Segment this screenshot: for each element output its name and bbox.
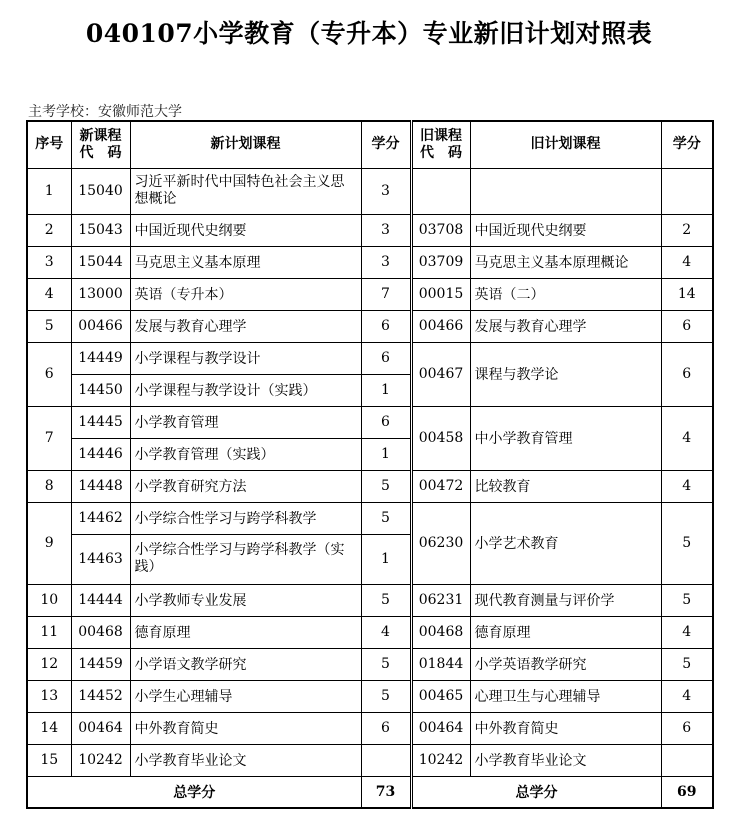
header-new-course: 新计划课程 <box>130 121 361 168</box>
old-code: 00015 <box>411 278 470 310</box>
new-course-name: 习近平新时代中国特色社会主义思想概论 <box>130 168 361 214</box>
new-code: 15044 <box>71 246 130 278</box>
new-code: 14446 <box>71 438 130 470</box>
old-credit: 6 <box>661 712 713 744</box>
old-total-value: 69 <box>661 776 713 808</box>
table-row <box>27 470 713 502</box>
new-course-name: 小学综合性学习与跨学科教学 <box>130 502 361 534</box>
old-course-name: 课程与教学论 <box>470 342 661 406</box>
new-credit <box>361 744 411 776</box>
new-code: 00466 <box>71 310 130 342</box>
new-code: 14452 <box>71 680 130 712</box>
table-row <box>27 406 713 438</box>
old-course-name: 德育原理 <box>470 616 661 648</box>
old-course-name: 中小学教育管理 <box>470 406 661 470</box>
table-row <box>27 502 713 534</box>
old-course-name: 中国近现代史纲要 <box>470 214 661 246</box>
table-row <box>27 744 713 776</box>
new-code: 14444 <box>71 584 130 616</box>
header-old-code-line2: 代 码 <box>420 144 462 161</box>
new-code: 14463 <box>71 534 130 584</box>
row-seq: 2 <box>27 214 71 246</box>
row-seq: 8 <box>27 470 71 502</box>
old-credit: 5 <box>661 502 713 584</box>
new-code: 15043 <box>71 214 130 246</box>
old-code: 00465 <box>411 680 470 712</box>
old-code: 10242 <box>411 744 470 776</box>
header-new-credit: 学分 <box>361 121 411 168</box>
new-code: 14445 <box>71 406 130 438</box>
table-row <box>27 168 713 214</box>
old-code: 00472 <box>411 470 470 502</box>
old-credit: 2 <box>661 214 713 246</box>
table-row <box>27 648 713 680</box>
new-code: 10242 <box>71 744 130 776</box>
old-credit: 5 <box>661 584 713 616</box>
new-course-name: 小学课程与教学设计 <box>130 342 361 374</box>
new-course-name: 小学教育研究方法 <box>130 470 361 502</box>
header-seq: 序号 <box>27 121 71 168</box>
new-code: 00464 <box>71 712 130 744</box>
old-course-name: 小学教育毕业论文 <box>470 744 661 776</box>
new-course-name: 小学教育管理 <box>130 406 361 438</box>
new-code: 14448 <box>71 470 130 502</box>
table-row <box>27 584 713 616</box>
old-code <box>411 168 470 214</box>
plan-comparison-table <box>26 120 714 809</box>
new-code: 15040 <box>71 168 130 214</box>
table-row <box>27 246 713 278</box>
header-new-code-line1: 新课程 <box>79 127 122 144</box>
header-new-code <box>71 121 130 168</box>
old-course-name: 现代教育测量与评价学 <box>470 584 661 616</box>
header-old-credit: 学分 <box>661 121 713 168</box>
old-credit: 14 <box>661 278 713 310</box>
new-code: 14450 <box>71 374 130 406</box>
old-credit: 4 <box>661 406 713 470</box>
row-seq: 9 <box>27 502 71 584</box>
table-row <box>27 616 713 648</box>
old-course-name: 比较教育 <box>470 470 661 502</box>
new-course-name: 小学教育毕业论文 <box>130 744 361 776</box>
header-new-code-line2: 代 码 <box>79 144 122 161</box>
old-course-name: 小学艺术教育 <box>470 502 661 584</box>
old-credit: 4 <box>661 680 713 712</box>
row-seq: 11 <box>27 616 71 648</box>
row-seq: 15 <box>27 744 71 776</box>
old-credit: 4 <box>661 616 713 648</box>
old-course-name: 发展与教育心理学 <box>470 310 661 342</box>
row-seq: 7 <box>27 406 71 470</box>
old-code: 00467 <box>411 342 470 406</box>
new-credit: 7 <box>361 278 411 310</box>
new-course-name: 小学生心理辅导 <box>130 680 361 712</box>
new-code: 14462 <box>71 502 130 534</box>
old-course-name: 英语（二） <box>470 278 661 310</box>
new-code: 00468 <box>71 616 130 648</box>
old-credit: 6 <box>661 342 713 406</box>
old-course-name: 小学英语教学研究 <box>470 648 661 680</box>
new-credit: 6 <box>361 712 411 744</box>
table-row <box>27 680 713 712</box>
new-credit: 3 <box>361 168 411 214</box>
old-code: 03708 <box>411 214 470 246</box>
new-course-name: 小学课程与教学设计（实践） <box>130 374 361 406</box>
new-credit: 5 <box>361 680 411 712</box>
new-credit: 6 <box>361 310 411 342</box>
new-course-name: 小学教育管理（实践） <box>130 438 361 470</box>
row-seq: 1 <box>27 168 71 214</box>
header-old-code-line1: 旧课程 <box>420 127 462 144</box>
old-code: 00458 <box>411 406 470 470</box>
old-code: 03709 <box>411 246 470 278</box>
row-seq: 13 <box>27 680 71 712</box>
new-course-name: 小学语文教学研究 <box>130 648 361 680</box>
new-code: 13000 <box>71 278 130 310</box>
page-title: 040107小学教育（专升本）专业新旧计划对照表 <box>85 19 653 48</box>
new-credit: 6 <box>361 342 411 374</box>
table-row <box>27 278 713 310</box>
header-old-course: 旧计划课程 <box>470 121 661 168</box>
old-total-label: 总学分 <box>411 776 661 808</box>
old-code: 00466 <box>411 310 470 342</box>
new-credit: 5 <box>361 470 411 502</box>
new-course-name: 小学教师专业发展 <box>130 584 361 616</box>
new-course-name: 发展与教育心理学 <box>130 310 361 342</box>
old-credit: 4 <box>661 246 713 278</box>
new-credit: 5 <box>361 648 411 680</box>
old-code: 06231 <box>411 584 470 616</box>
table-row <box>27 214 713 246</box>
new-course-name: 中外教育简史 <box>130 712 361 744</box>
row-seq: 10 <box>27 584 71 616</box>
new-credit: 3 <box>361 246 411 278</box>
new-course-name: 马克思主义基本原理 <box>130 246 361 278</box>
old-credit <box>661 168 713 214</box>
new-credit: 1 <box>361 534 411 584</box>
header-old-code <box>411 121 470 168</box>
new-code: 14459 <box>71 648 130 680</box>
old-code: 00468 <box>411 616 470 648</box>
new-course-name: 英语（专升本） <box>130 278 361 310</box>
row-seq: 6 <box>27 342 71 406</box>
old-code: 00464 <box>411 712 470 744</box>
new-course-name: 德育原理 <box>130 616 361 648</box>
row-seq: 3 <box>27 246 71 278</box>
old-code: 06230 <box>411 502 470 584</box>
new-course-name: 小学综合性学习与跨学科教学（实践） <box>130 534 361 584</box>
old-course-name: 马克思主义基本原理概论 <box>470 246 661 278</box>
table-row <box>27 712 713 744</box>
old-course-name: 心理卫生与心理辅导 <box>470 680 661 712</box>
table-row <box>27 342 713 374</box>
old-code: 01844 <box>411 648 470 680</box>
old-course-name: 中外教育简史 <box>470 712 661 744</box>
old-credit <box>661 744 713 776</box>
old-credit: 5 <box>661 648 713 680</box>
old-course-name <box>470 168 661 214</box>
new-credit: 5 <box>361 584 411 616</box>
totals-row <box>27 776 713 808</box>
new-code: 14449 <box>71 342 130 374</box>
exam-school: 主考学校：安徽师范大学 <box>28 104 182 120</box>
new-credit: 5 <box>361 502 411 534</box>
old-credit: 4 <box>661 470 713 502</box>
new-course-name: 中国近现代史纲要 <box>130 214 361 246</box>
new-total-label: 总学分 <box>27 776 361 808</box>
table-header <box>27 121 713 168</box>
row-seq: 4 <box>27 278 71 310</box>
row-seq: 5 <box>27 310 71 342</box>
new-total-value: 73 <box>361 776 411 808</box>
row-seq: 12 <box>27 648 71 680</box>
new-credit: 4 <box>361 616 411 648</box>
new-credit: 6 <box>361 406 411 438</box>
new-credit: 3 <box>361 214 411 246</box>
old-credit: 6 <box>661 310 713 342</box>
new-credit: 1 <box>361 438 411 470</box>
row-seq: 14 <box>27 712 71 744</box>
new-credit: 1 <box>361 374 411 406</box>
table-row <box>27 310 713 342</box>
